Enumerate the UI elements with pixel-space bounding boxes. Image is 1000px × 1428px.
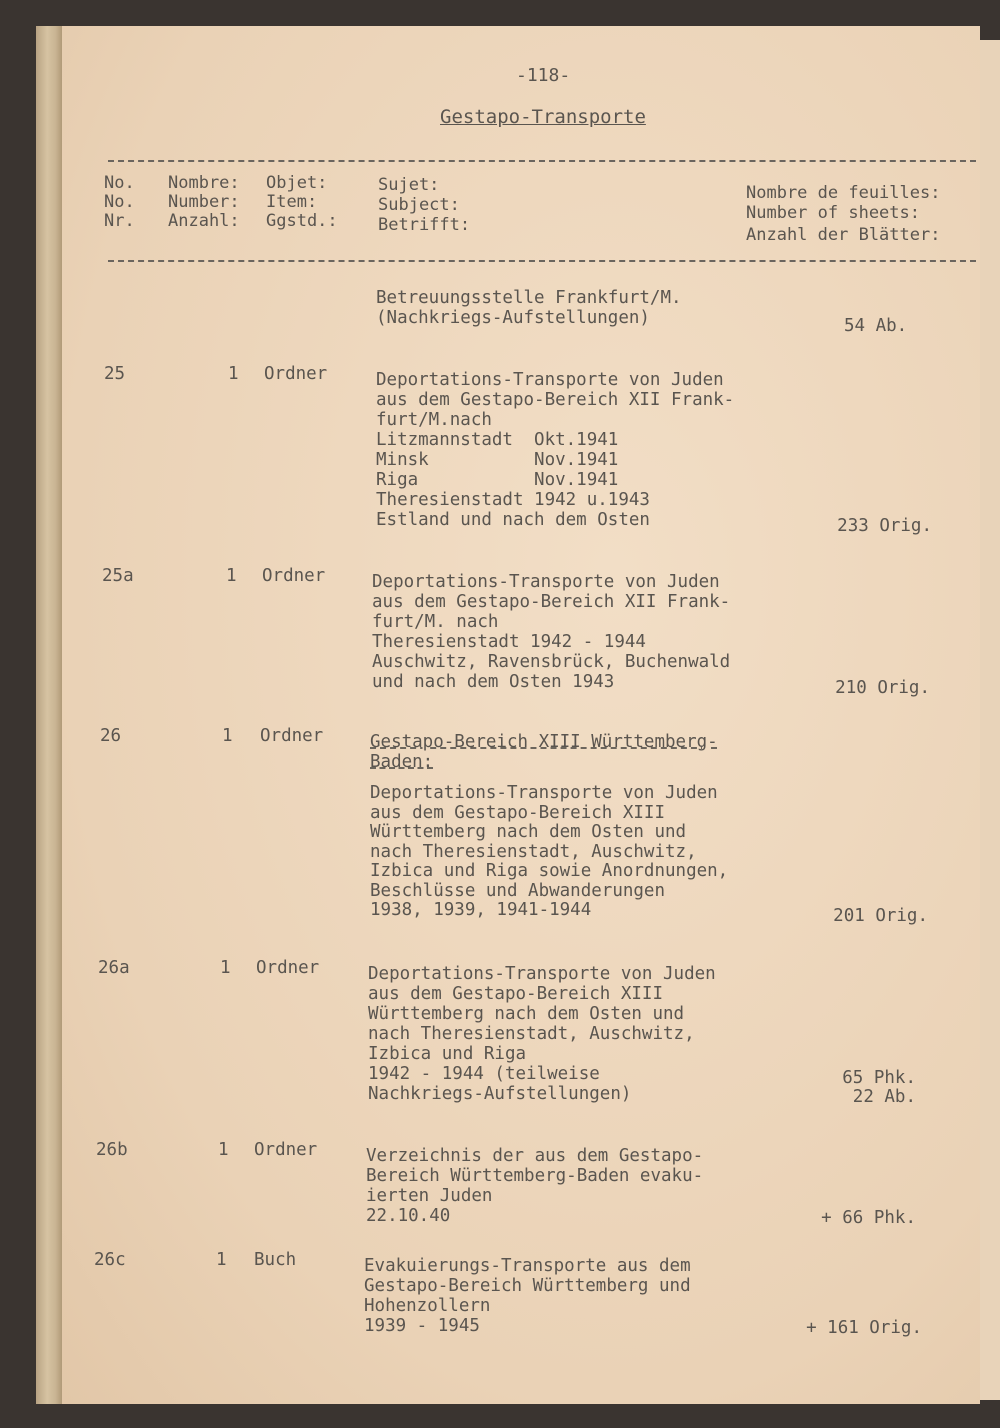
entry-count: 1 xyxy=(218,1140,229,1160)
entry-subject-line: Deportations-Transporte von Juden xyxy=(376,370,724,390)
entry-sheets: + 66 Phk. xyxy=(821,1208,916,1228)
entry-subject-line: Württemberg nach dem Osten und xyxy=(370,822,687,842)
intro-sheets: 54 Ab. xyxy=(844,316,908,336)
entry-subject-line: Württemberg nach dem Osten und xyxy=(368,1004,685,1024)
entry-object: Buch xyxy=(254,1250,297,1270)
entry-subject-line: Riga Nov.1941 xyxy=(376,470,619,490)
facing-page-edge xyxy=(980,40,1000,1400)
entry-sheets: 22 Ab. xyxy=(852,1087,916,1107)
entry-subject-line: 1942 - 1944 (teilweise xyxy=(368,1064,600,1084)
header-rule-bottom xyxy=(108,260,976,262)
entry-subject-line: Nachkriegs-Aufstellungen) xyxy=(368,1084,632,1104)
header-no-fr: No. xyxy=(104,173,135,193)
entry-number: 25 xyxy=(104,364,126,384)
entry-subject-line: aus dem Gestapo-Bereich XIII xyxy=(368,984,664,1004)
page-title: Gestapo-Transporte xyxy=(440,106,646,128)
entry-subject-line: Evakuierungs-Transporte aus dem xyxy=(364,1256,691,1276)
entry-subject-line: Auschwitz, Ravensbrück, Buchenwald xyxy=(372,652,731,672)
entry-subject-line: Beschlüsse und Abwanderungen xyxy=(370,880,666,901)
header-sheets-de: Anzahl der Blätter: xyxy=(746,225,941,245)
header-subject-fr: Sujet: xyxy=(378,175,440,195)
header-rule-top xyxy=(108,160,976,162)
entry-subject-line: und nach dem Osten 1943 xyxy=(372,672,615,692)
entry-subject-line: Deportations-Transporte von Juden xyxy=(370,783,718,803)
entry-subject-line: Minsk Nov.1941 xyxy=(376,450,619,470)
entry-number: 26c xyxy=(94,1250,126,1270)
entry-subject-line: 22.10.40 xyxy=(366,1206,451,1226)
entry-subject-line: Estland und nach dem Osten xyxy=(376,510,650,530)
entry-number: 26a xyxy=(98,958,130,978)
header-count-fr: Nombre: xyxy=(168,173,240,193)
entry-subject-line: Theresienstadt 1942 u.1943 xyxy=(376,490,650,510)
entry-subject-line: aus dem Gestapo-Bereich XII Frank- xyxy=(376,390,735,410)
entry-subject-line: Gestapo-Bereich Württemberg und xyxy=(364,1276,691,1296)
entry-subject-line: furt/M. nach xyxy=(372,612,499,632)
header-count-de: Anzahl: xyxy=(168,211,240,231)
entry-count: 1 xyxy=(228,364,239,384)
entry-subject-line: nach Theresienstadt, Auschwitz, xyxy=(368,1024,695,1044)
entry-subject-line: 1938, 1939, 1941-1944 xyxy=(370,900,592,920)
entry-subject-line: aus dem Gestapo-Bereich XIII xyxy=(370,802,666,823)
header-object-de: Ggstd.: xyxy=(266,211,338,231)
header-count-en: Number: xyxy=(168,192,240,212)
entry-number: 26 xyxy=(100,726,122,746)
intro-line: (Nachkriegs-Aufstellungen) xyxy=(376,308,650,328)
header-subject-en: Subject: xyxy=(378,195,460,215)
header-object-fr: Objet: xyxy=(266,173,328,193)
entry-object: Ordner xyxy=(260,726,324,746)
entry-heading: Gestapo-Bereich XIII Württemberg- xyxy=(370,732,718,752)
entry-subject-line: Theresienstadt 1942 - 1944 xyxy=(372,632,646,652)
entry-number: 25a xyxy=(102,566,134,586)
entry-count: 1 xyxy=(216,1250,227,1270)
entry-subject-line: Verzeichnis der aus dem Gestapo- xyxy=(366,1146,704,1166)
entry-heading: Baden: xyxy=(370,751,434,772)
entry-count: 1 xyxy=(222,726,233,746)
header-subject-de: Betrifft: xyxy=(378,215,471,235)
entry-subject-line: Deportations-Transporte von Juden xyxy=(368,964,716,984)
entry-subject-line: Izbica und Riga sowie Anordnungen, xyxy=(370,861,729,881)
entry-object: Ordner xyxy=(262,566,326,586)
header-no-de: Nr. xyxy=(104,211,135,231)
entry-number: 26b xyxy=(96,1140,128,1160)
entry-count: 1 xyxy=(226,566,237,586)
entry-sheets: 201 Orig. xyxy=(833,906,928,926)
entry-subject-line: Litzmannstadt Okt.1941 xyxy=(376,430,619,450)
entry-object: Ordner xyxy=(256,958,320,978)
book-spine xyxy=(36,26,64,1404)
entry-subject-line: aus dem Gestapo-Bereich XII Frank- xyxy=(372,592,731,612)
entry-subject-line: Deportations-Transporte von Juden xyxy=(372,572,720,592)
entry-subject-line: 1939 - 1945 xyxy=(364,1316,480,1336)
entry-subject-line: furt/M.nach xyxy=(376,410,492,430)
entry-object: Ordner xyxy=(264,364,328,384)
header-sheets-en: Number of sheets: xyxy=(746,203,920,223)
entry-subject-line: ierten Juden xyxy=(366,1186,493,1206)
header-sheets-fr: Nombre de feuilles: xyxy=(746,183,941,203)
entry-sheets: 65 Phk. xyxy=(842,1068,916,1088)
entry-subject-line: Hohenzollern xyxy=(364,1296,491,1316)
header-object-en: Item: xyxy=(266,192,318,212)
entry-sheets: 210 Orig. xyxy=(835,678,930,698)
entry-subject-line: Izbica und Riga xyxy=(368,1044,527,1064)
header-no-en: No. xyxy=(104,192,135,212)
page-number: -118- xyxy=(516,65,571,86)
intro-line: Betreuungsstelle Frankfurt/M. xyxy=(376,288,682,308)
entry-sheets: + 161 Orig. xyxy=(806,1318,922,1338)
entry-subject-line: nach Theresienstadt, Auschwitz, xyxy=(370,841,697,862)
entry-subject-line: Bereich Württemberg-Baden evaku- xyxy=(366,1166,704,1186)
entry-count: 1 xyxy=(220,958,231,978)
entry-sheets: 233 Orig. xyxy=(837,516,932,536)
entry-object: Ordner xyxy=(254,1140,318,1160)
